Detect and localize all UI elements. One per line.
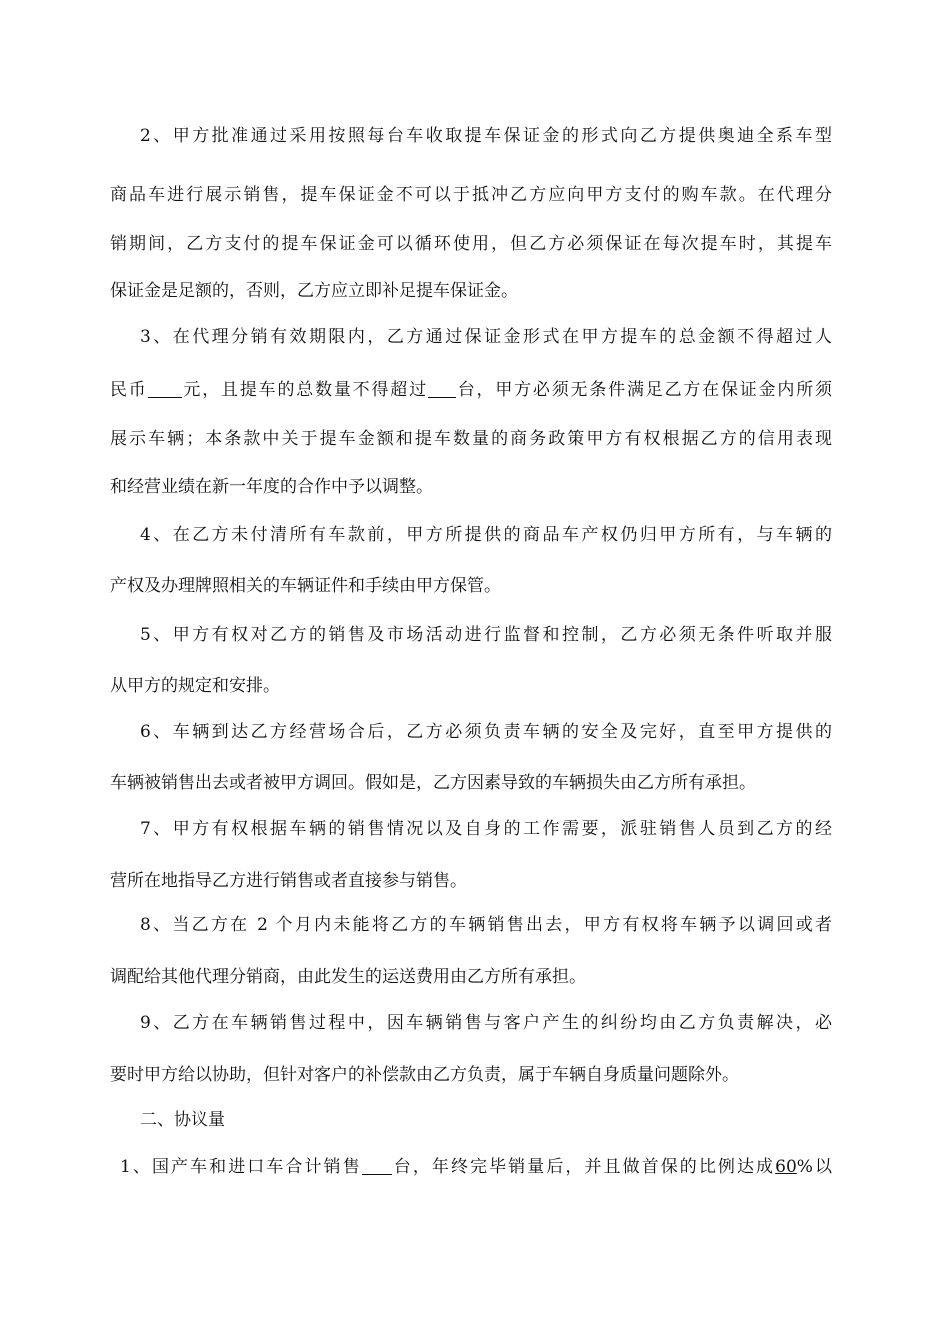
clause-8-line-2: 调配给其他代理分销商，由此发生的运送费用由乙方所有承担。 (110, 967, 586, 987)
clause-8-line-1: 8、当乙方在 2 个月内未能将乙方的车辆销售出去，甲方有权将车辆予以调回或者 (140, 915, 832, 935)
clause-3-text-a: 民币 (110, 380, 148, 400)
clause-3-text-b: 元，且提车的总数量不得超过 (181, 380, 428, 400)
clause-3-line-1: 3、在代理分销有效期限内，乙方通过保证金形式在甲方提车的总金额不得超过人 (140, 327, 832, 347)
s2-text-c: %以 (796, 1157, 832, 1177)
clause-3-text-c: 台，甲方必须无条件满足乙方在保证金内所须 (455, 380, 832, 400)
amount-blank (148, 377, 182, 398)
first-service-percent: 60 (775, 1157, 797, 1177)
clause-2-line-1: 2、甲方批准通过采用按照每台车收取提车保证金的形式向乙方提供奥迪全系车型 (140, 126, 832, 146)
clause-5-line-2: 从甲方的规定和安排。 (110, 676, 280, 696)
clause-3-line-3: 展示车辆；本条款中关于提车金额和提车数量的商务政策甲方有权根据乙方的信用表现 (110, 429, 832, 449)
quantity-blank (428, 377, 456, 398)
clause-9-line-2: 要时甲方给以协助，但针对客户的补偿款由乙方负责，属于车辆自身质量问题除外。 (110, 1065, 739, 1085)
clause-4-line-1: 4、在乙方未付清所有车款前，甲方所提供的商品车产权仍归甲方所有，与车辆的 (140, 525, 832, 545)
s2-text-a: 1、国产车和进口车合计销售 (120, 1157, 362, 1177)
clause-4-line-2: 产权及办理牌照相关的车辆证件和手续由甲方保管。 (110, 576, 501, 596)
clause-2-line-3: 销期间，乙方支付的提车保证金可以循环使用，但乙方必须保证在每次提车时，其提车 (110, 234, 832, 254)
section-2-clause-1-line-1 (120, 1152, 832, 1182)
clause-2-line-4: 保证金是足额的，否则，乙方应立即补足提车保证金。 (110, 281, 518, 301)
clause-7-line-2: 营所在地指导乙方进行销售或者直接参与销售。 (110, 871, 467, 891)
clause-9-line-1: 9、乙方在车辆销售过程中，因车辆销售与客户产生的纠纷均由乙方负责解决，必 (140, 1013, 832, 1033)
clause-7-line-1: 7、甲方有权根据车辆的销售情况以及自身的工作需要，派驻销售人员到乙方的经 (140, 819, 832, 839)
s2-text-b: 台，年终完毕销量后，并且做首保的比例达成 (391, 1157, 776, 1177)
clause-5-line-1: 5、甲方有权对乙方的销售及市场活动进行监督和控制，乙方必须无条件听取并服 (140, 625, 832, 645)
clause-2-line-2: 商品车进行展示销售，提车保证金不可以于抵冲乙方应向甲方支付的购车款。在代理分 (110, 185, 832, 205)
sales-quantity-blank (362, 1154, 392, 1175)
clause-3-line-2 (110, 375, 832, 405)
clause-6-line-2: 车辆被销售出去或者被甲方调回。假如是，乙方因素导致的车辆损失由乙方所有承担。 (110, 773, 756, 793)
section-heading: 二、协议量 (140, 1110, 225, 1130)
clause-3-line-4: 和经营业绩在新一年度的合作中予以调整。 (110, 477, 433, 497)
clause-6-line-1: 6、车辆到达乙方经营场合后，乙方必须负责车辆的安全及完好，直至甲方提供的 (140, 722, 832, 742)
